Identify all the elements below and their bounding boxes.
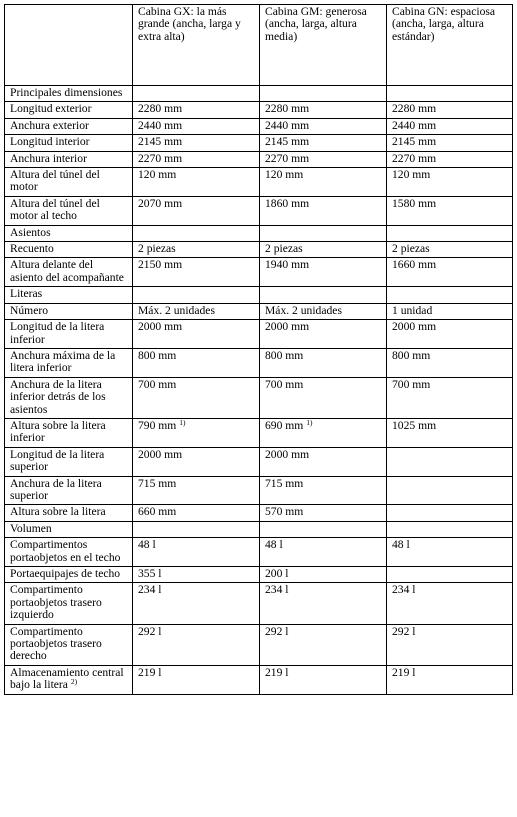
footnote-marker: 2) (70, 677, 78, 687)
cell-text: 1025 mm (392, 418, 437, 432)
cell-text: Compartimentos portaobjetos en el techo (10, 538, 121, 564)
cell-text: 2070 mm (138, 196, 183, 210)
row-label-cell (5, 521, 133, 537)
gx-value-cell (133, 151, 260, 167)
row-label-cell (5, 447, 133, 476)
cell-text: Anchura exterior (10, 118, 89, 132)
cell-text: 2440 mm (138, 118, 183, 132)
cell-text: Altura del túnel del motor al techo (10, 196, 100, 223)
cell-text: 2 piezas (138, 242, 176, 256)
table-row (5, 447, 513, 476)
cell-text: 234 l (265, 583, 289, 597)
gx-value-cell (133, 287, 260, 303)
cell-text: Volumen (10, 521, 52, 535)
table-row (5, 583, 513, 624)
row-label-cell (5, 118, 133, 134)
cell-text: 2000 mm (265, 320, 310, 334)
gm-value-cell (260, 303, 387, 319)
footnote-marker: 1) (306, 418, 313, 427)
table-row (5, 118, 513, 134)
gm-value-cell (260, 225, 387, 241)
row-label-cell (5, 476, 133, 505)
gx-value-cell (133, 320, 260, 349)
row-label-cell (5, 303, 133, 319)
gn-value-cell (387, 377, 513, 418)
table-row (5, 665, 513, 694)
table-row (5, 258, 513, 287)
gn-value-cell (387, 86, 513, 102)
gx-value-cell (133, 665, 260, 694)
gm-value-cell (260, 583, 387, 624)
gm-value-cell (260, 521, 387, 537)
row-label-cell (5, 320, 133, 349)
cell-text: 120 mm (392, 168, 431, 182)
cell-text: 2280 mm (392, 102, 437, 116)
cell-text: 790 mm (138, 418, 177, 432)
table-row (5, 151, 513, 167)
cell-text: Longitud de la litera superior (10, 447, 105, 474)
gn-value-cell (387, 258, 513, 287)
row-label-cell (5, 258, 133, 287)
cell-text: Principales dimensiones (10, 86, 123, 99)
gn-value-cell (387, 168, 513, 197)
cell-text: Anchura de la litera inferior detrás de los asientos (10, 377, 106, 416)
header-row (5, 5, 513, 86)
cell-text: 2145 mm (138, 135, 183, 149)
gn-value-cell (387, 476, 513, 505)
cell-text: 800 mm (392, 348, 431, 362)
gm-value-cell (260, 118, 387, 134)
gn-value-cell (387, 320, 513, 349)
gx-value-cell (133, 102, 260, 118)
row-label-cell (5, 505, 133, 521)
gx-value-cell (133, 377, 260, 418)
row-label-cell (5, 348, 133, 377)
cell-text: 2 piezas (265, 242, 303, 256)
gm-value-cell (260, 102, 387, 118)
cell-text: 800 mm (138, 348, 177, 362)
cell-text: Longitud interior (10, 135, 90, 149)
cell-text: 700 mm (265, 377, 304, 391)
table-row (5, 348, 513, 377)
cell-text: 660 mm (138, 505, 177, 519)
cell-text: 200 l (265, 567, 289, 580)
footnote-marker: 1) (179, 418, 186, 427)
gm-value-cell (260, 665, 387, 694)
cell-text: 219 l (265, 665, 289, 679)
cell-text: 2000 mm (265, 447, 310, 461)
gn-value-cell (387, 102, 513, 118)
gn-value-cell (387, 242, 513, 258)
row-label-cell (5, 242, 133, 258)
cell-text: 2440 mm (392, 118, 437, 132)
cell-text: 2145 mm (265, 135, 310, 149)
row-label-cell (5, 196, 133, 225)
gm-value-cell (260, 377, 387, 418)
row-label-cell (5, 287, 133, 303)
cell-text: 2270 mm (265, 151, 310, 165)
cell-text: 48 l (138, 538, 156, 552)
row-label-cell (5, 538, 133, 567)
gm-value-cell (260, 505, 387, 521)
gx-value-cell (133, 538, 260, 567)
gx-value-cell (133, 135, 260, 151)
gx-value-cell (133, 86, 260, 102)
cell-text: Máx. 2 unidades (265, 303, 342, 317)
gn-value-cell (387, 505, 513, 521)
cell-text: 2270 mm (138, 151, 183, 165)
cell-text: 2000 mm (138, 447, 183, 461)
table-row (5, 418, 513, 447)
table-row (5, 476, 513, 505)
gm-value-cell (260, 538, 387, 567)
cell-text: 700 mm (392, 377, 431, 391)
gm-value-cell (260, 86, 387, 102)
gx-value-cell (133, 348, 260, 377)
cell-text: Número (10, 303, 48, 317)
header-cell-gn: Cabina GN: espaciosa (ancha, larga, altura estándar) (387, 5, 513, 86)
gm-value-cell (260, 418, 387, 447)
cell-text: 1860 mm (265, 196, 310, 210)
cell-text: 2280 mm (138, 102, 183, 116)
table-row (5, 196, 513, 225)
table-row (5, 624, 513, 665)
cell-text: 2150 mm (138, 258, 183, 272)
cell-text: Longitud exterior (10, 102, 92, 116)
cell-text: Altura del túnel del motor (10, 168, 100, 194)
table-row (5, 505, 513, 521)
gx-value-cell (133, 168, 260, 197)
table-row (5, 102, 513, 118)
cell-text: Compartimento portaobjetos trasero izquierdo (10, 583, 102, 622)
cell-text: 48 l (265, 538, 283, 552)
gn-value-cell (387, 118, 513, 134)
cab-spec-table (4, 4, 513, 695)
cell-text: 120 mm (265, 168, 304, 182)
cell-text: Anchura interior (10, 151, 87, 165)
row-label-cell (5, 583, 133, 624)
row-label-cell (5, 102, 133, 118)
gn-value-cell (387, 418, 513, 447)
gx-value-cell (133, 505, 260, 521)
gn-value-cell (387, 624, 513, 665)
gx-value-cell (133, 567, 260, 583)
cell-text: 355 l (138, 567, 162, 580)
cell-text: 1660 mm (392, 258, 437, 272)
gm-value-cell (260, 320, 387, 349)
gm-value-cell (260, 476, 387, 505)
header-cell-empty (5, 5, 133, 86)
cell-text: Literas (10, 287, 43, 301)
gn-value-cell (387, 135, 513, 151)
gm-value-cell (260, 258, 387, 287)
table-row (5, 567, 513, 583)
gm-value-cell (260, 287, 387, 303)
gm-value-cell (260, 196, 387, 225)
cell-text: 219 l (392, 665, 416, 679)
row-label-cell (5, 567, 133, 583)
gx-value-cell (133, 258, 260, 287)
cell-text: 690 mm (265, 418, 304, 432)
gx-value-cell (133, 624, 260, 665)
gx-value-cell (133, 476, 260, 505)
gx-value-cell (133, 418, 260, 447)
row-label-cell (5, 168, 133, 197)
gm-value-cell (260, 135, 387, 151)
cell-text: 1580 mm (392, 196, 437, 210)
cell-text: 234 l (138, 583, 162, 597)
gm-value-cell (260, 242, 387, 258)
cell-text: 292 l (138, 624, 162, 638)
gm-value-cell (260, 168, 387, 197)
gn-value-cell (387, 287, 513, 303)
cell-text: Almacenamiento central bajo la litera (10, 665, 124, 692)
cell-text: 48 l (392, 538, 410, 552)
table-body (5, 5, 513, 695)
cell-text: 1940 mm (265, 258, 310, 272)
cell-text: 2280 mm (265, 102, 310, 116)
gn-value-cell (387, 225, 513, 241)
cell-text: 292 l (392, 624, 416, 638)
cell-text: Recuento (10, 242, 54, 256)
cell-text: 120 mm (138, 168, 177, 182)
gm-value-cell (260, 624, 387, 665)
gn-value-cell (387, 665, 513, 694)
table-row (5, 225, 513, 241)
row-label-cell (5, 225, 133, 241)
gn-value-cell (387, 567, 513, 583)
cell-text: Portaequipajes de techo (10, 567, 121, 580)
cell-text: Anchura máxima de la litera inferior (10, 348, 116, 375)
cell-text: 715 mm (138, 476, 177, 490)
table-row (5, 168, 513, 197)
row-label-cell (5, 418, 133, 447)
table-row (5, 287, 513, 303)
cell-text: 2270 mm (392, 151, 437, 165)
gn-value-cell (387, 521, 513, 537)
row-label-cell (5, 86, 133, 102)
gn-value-cell (387, 151, 513, 167)
cell-text: Altura delante del asiento del acompañante (10, 258, 124, 284)
gn-value-cell (387, 538, 513, 567)
cell-text: 2 piezas (392, 242, 430, 256)
gx-value-cell (133, 242, 260, 258)
cell-text: 570 mm (265, 505, 304, 519)
header-cell-gm: Cabina GM: generosa (ancha, larga, altura media) (260, 5, 387, 86)
cell-text: Máx. 2 unidades (138, 303, 215, 317)
cell-text: 1 unidad (392, 303, 433, 317)
gx-value-cell (133, 196, 260, 225)
cell-text: 219 l (138, 665, 162, 679)
header-cell-gx: Cabina GX: la más grande (ancha, larga y extra alta) (133, 5, 260, 86)
gm-value-cell (260, 567, 387, 583)
row-label-cell (5, 151, 133, 167)
gn-value-cell (387, 348, 513, 377)
cell-text: 2440 mm (265, 118, 310, 132)
cell-text: Altura sobre la litera inferior (10, 418, 106, 445)
cell-text: 2145 mm (392, 135, 437, 149)
gx-value-cell (133, 583, 260, 624)
table-row (5, 521, 513, 537)
cell-text: 2000 mm (138, 320, 183, 334)
table-row (5, 377, 513, 418)
gn-value-cell (387, 303, 513, 319)
table-row (5, 242, 513, 258)
gm-value-cell (260, 348, 387, 377)
table-row (5, 538, 513, 567)
gm-value-cell (260, 447, 387, 476)
cell-text: Asientos (10, 225, 51, 239)
gm-value-cell (260, 151, 387, 167)
gn-value-cell (387, 196, 513, 225)
table-row (5, 303, 513, 319)
row-label-cell (5, 665, 133, 694)
gx-value-cell (133, 225, 260, 241)
cell-text: Compartimento portaobjetos trasero derecho (10, 624, 102, 663)
cell-text: 2000 mm (392, 320, 437, 334)
gn-value-cell (387, 583, 513, 624)
gx-value-cell (133, 303, 260, 319)
table-row (5, 86, 513, 102)
table-row (5, 135, 513, 151)
cell-text: Anchura de la litera superior (10, 476, 102, 502)
row-label-cell (5, 135, 133, 151)
cell-text: 292 l (265, 624, 289, 638)
row-label-cell (5, 377, 133, 418)
cell-text: Longitud de la litera inferior (10, 320, 105, 346)
gx-value-cell (133, 521, 260, 537)
gx-value-cell (133, 118, 260, 134)
table-row (5, 320, 513, 349)
cell-text: 800 mm (265, 348, 304, 362)
gx-value-cell (133, 447, 260, 476)
cell-text: 700 mm (138, 377, 177, 391)
cell-text: Altura sobre la litera (10, 505, 106, 519)
cell-text: 234 l (392, 583, 416, 597)
gn-value-cell (387, 447, 513, 476)
cell-text: 715 mm (265, 476, 304, 490)
row-label-cell (5, 624, 133, 665)
